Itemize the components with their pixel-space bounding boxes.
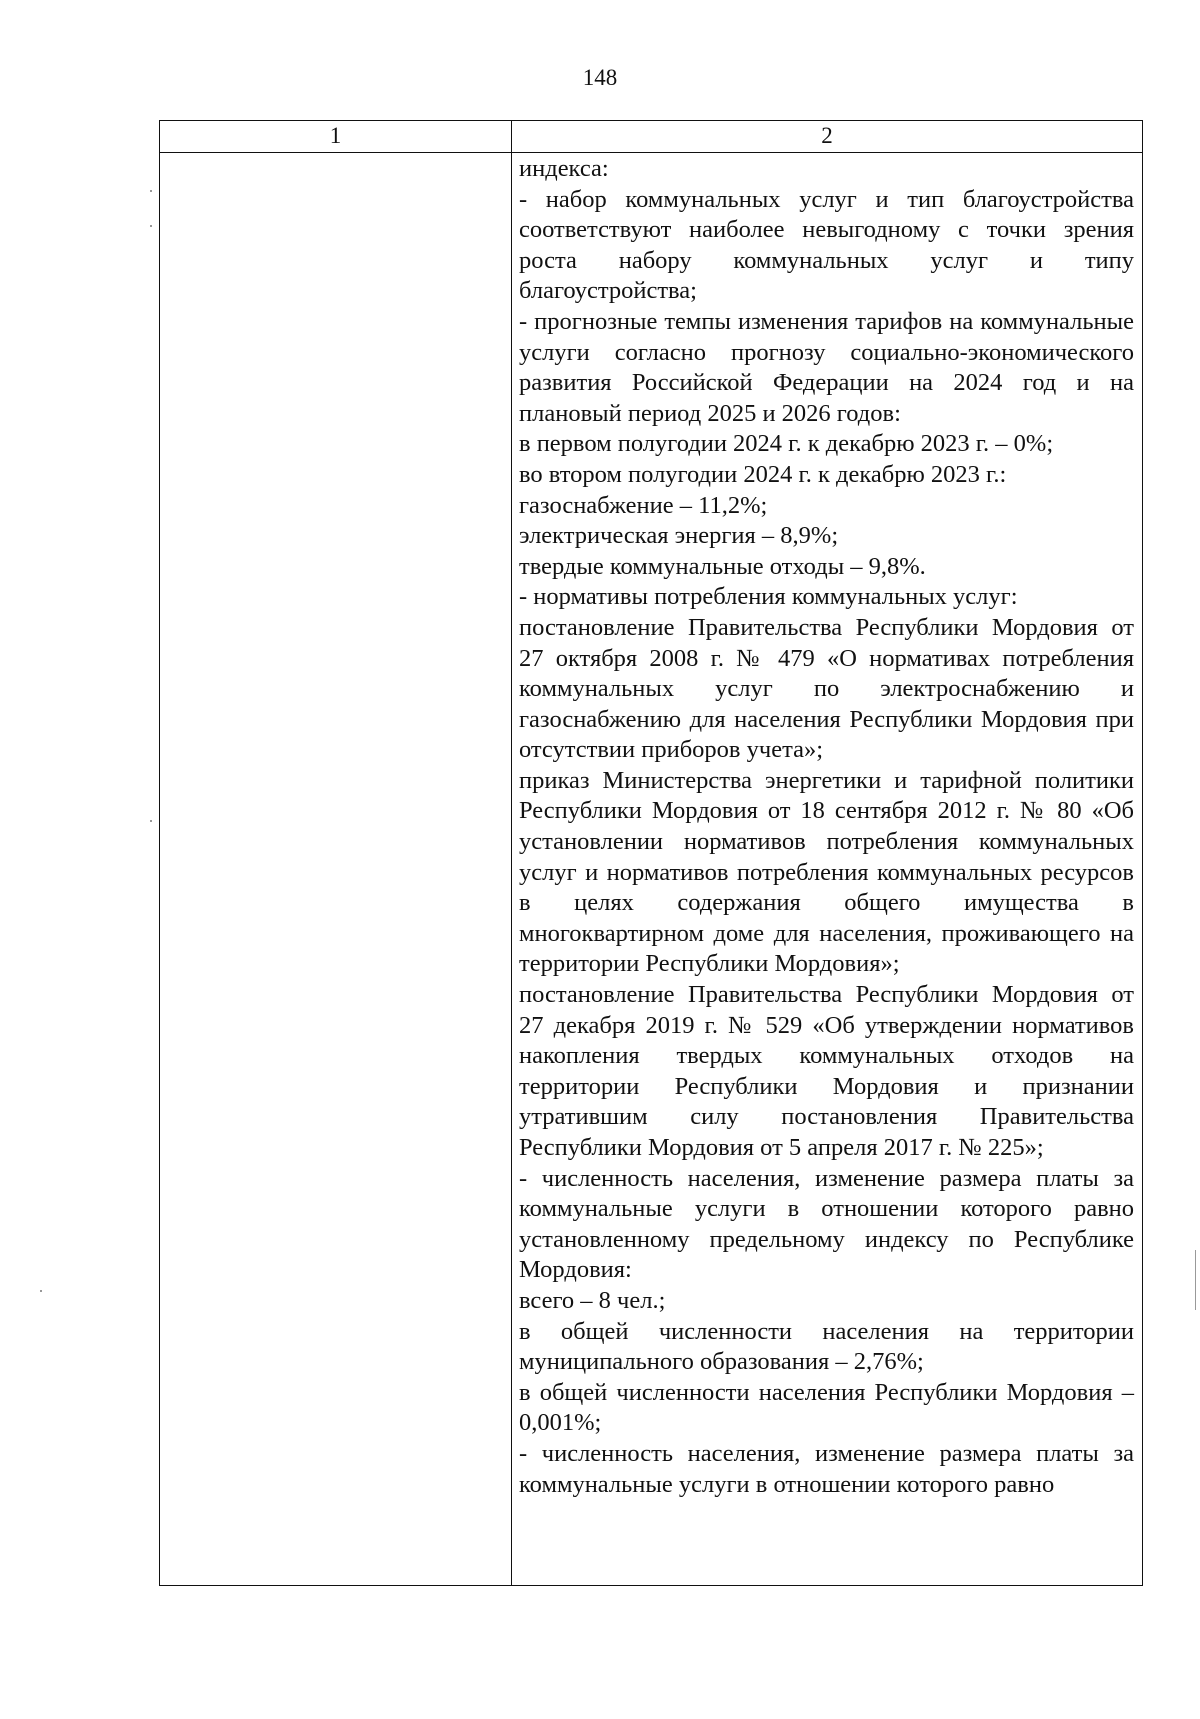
paragraph: индекса: bbox=[519, 155, 609, 182]
scan-speck bbox=[40, 1290, 42, 1292]
paragraph: - набор коммунальных услуг и тип благоустройства соответствуют наиболее невыгодному с точки зрения роста набору коммунальных услуг и типу благоустройства; bbox=[519, 185, 1134, 305]
paragraph: в общей численности населения на территории муниципального образования – 2,76%; bbox=[519, 1317, 1134, 1376]
paragraph: в общей численности населения Республики Мордовия – 0,001%; bbox=[519, 1378, 1134, 1437]
paragraph: - численность населения, изменение размера платы за коммунальные услуги в отношении которого равно bbox=[519, 1439, 1134, 1498]
paragraph: - нормативы потребления коммунальных услуг: bbox=[519, 583, 1018, 611]
paragraph: электрическая энергия – 8,9%; bbox=[519, 522, 839, 550]
column-divider bbox=[511, 121, 512, 1585]
column-2-content bbox=[519, 154, 1134, 1500]
scan-speck bbox=[1195, 1250, 1196, 1310]
paragraph: всего – 8 чел.; bbox=[519, 1286, 666, 1314]
paragraph: - прогнозные темпы изменения тарифов на коммунальные услуги согласно прогнозу социально-экономического развития Российской Федерации на 2024 год и на плановый период 2025 и 2026 годов: bbox=[519, 307, 1134, 427]
paragraph: - численность населения, изменение размера платы за коммунальные услуги в отношении которого равно установленному предельному индексу по Республике Мордовия: bbox=[519, 1164, 1134, 1284]
table-header-row bbox=[160, 121, 1142, 153]
column-1-header: 1 bbox=[329, 123, 342, 148]
paragraph: твердые коммунальные отходы – 9,8%. bbox=[519, 552, 926, 580]
paragraph: постановление Правительства Республики Мордовия от 27 октября 2008 г. № 479 «О нормативах потребления коммунальных услуг по электроснабжению и газоснабжению для населения Республики Мордовия при отсутствии приборов учета»; bbox=[519, 613, 1134, 764]
column-2-header: 2 bbox=[821, 123, 833, 148]
document-table bbox=[159, 120, 1143, 1586]
paragraph: во втором полугодии 2024 г. к декабрю 2023 г.: bbox=[519, 460, 1007, 488]
paragraph: постановление Правительства Республики Мордовия от 27 декабря 2019 г. № 529 «Об утверждении нормативов накопления твердых коммунальных отходов на территории Республики Мордовия и признании утратившим силу постановления Правительства Республики Мордовия от 5 апреля 2017 г. № 225»; bbox=[519, 981, 1134, 1161]
scan-speck bbox=[150, 225, 152, 227]
page-number: 148 bbox=[582, 65, 618, 90]
paragraph: в первом полугодии 2024 г. к декабрю 2023 г. – 0%; bbox=[519, 430, 1054, 458]
scan-speck bbox=[150, 190, 152, 192]
paragraph: газоснабжение – 11,2%; bbox=[519, 491, 768, 519]
scan-speck bbox=[150, 820, 152, 822]
paragraph: приказ Министерства энергетики и тарифной политики Республики Мордовия от 18 сентября 2012 г. № 80 «Об установлении нормативов потребления коммунальных услуг и нормативов потребления коммунальных ресурсов в целях содержания общего имущества в многоквартирном доме для населения, проживающего на территории Республики Мордовия»; bbox=[519, 766, 1134, 978]
